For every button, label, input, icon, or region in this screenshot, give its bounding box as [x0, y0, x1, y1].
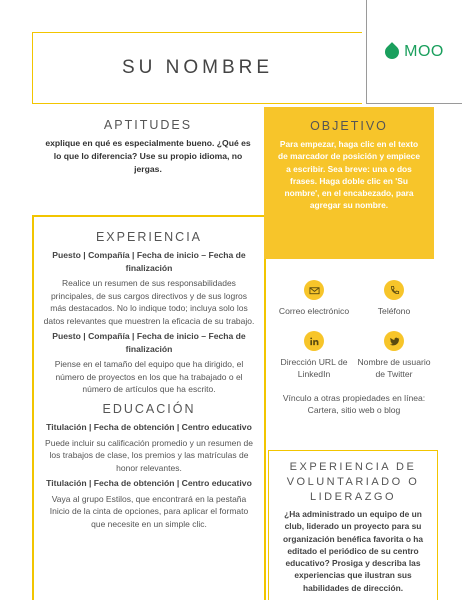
online-links[interactable]: Vínculo a otras propiedades en línea: Cartera, sitio web o blog [282, 393, 426, 415]
contact-email [274, 280, 354, 317]
volunteer-section [276, 460, 430, 594]
contact-twitter [354, 331, 434, 380]
degree-description[interactable]: Puede incluir su calificación promedio y un resumen de los trabajos de clase, los premios y las matrículas de honor relevantes. [45, 437, 253, 473]
email-label[interactable]: Correo electrónico [278, 306, 350, 316]
degree-description[interactable]: Vaya al grupo Estilos, que encontrará en la pestaña Inicio de la cinta de opciones, para aplicar el formato que necesite en un simple clic. [49, 493, 249, 529]
divider-line [32, 215, 264, 217]
experience-section [42, 230, 256, 399]
contact-linkedin [274, 331, 354, 380]
name-header [32, 32, 362, 104]
objective-section [264, 107, 434, 259]
phone-icon [384, 280, 404, 300]
name-title[interactable]: SU NOMBRE [121, 57, 274, 78]
aptitudes-heading[interactable]: APTITUDES [103, 118, 193, 132]
job-description[interactable]: Piense en el tamaño del equipo que ha dirigido, el número de proyectos en los que ha trabajado o el número de artículos que ha escrito. [54, 359, 244, 394]
aptitudes-text[interactable]: explique en qué es especialmente bueno. ¿Qué es lo que lo diferencia? Use su propio idioma, no jergas. [45, 138, 251, 174]
email-icon [304, 280, 324, 300]
linkedin-label[interactable]: Dirección URL de LinkedIn [280, 357, 348, 379]
twitter-label[interactable]: Nombre de usuario de Twitter [357, 357, 431, 379]
linkedin-icon [304, 331, 324, 351]
moo-logo-text: MOO [404, 42, 444, 60]
divider-line [32, 215, 34, 600]
phone-label[interactable]: Teléfono [377, 306, 411, 316]
aptitudes-section [42, 118, 254, 176]
volunteer-heading[interactable]: EXPERIENCIA DE VOLUNTARIADO O LIDERAZGO [286, 461, 420, 503]
contact-section [274, 280, 434, 416]
moo-drop-icon [382, 42, 402, 62]
objective-heading[interactable]: OBJETIVO [310, 119, 388, 133]
volunteer-text[interactable]: ¿Ha administrado un equipo de un club, liderado un proyecto para su organización benéfica favorita o ha editado el periódico de su centro educativo? Prosiga y describa las experiencias que ilustran sus habilidades de dirección. [282, 509, 424, 593]
job-description[interactable]: Realice un resumen de sus responsabilidades principales, de sus cargos directivos y de sus logros más destacados. No lo indique todo; incluya solo los datos relevantes que muestren la eficacia de su trabajo. [43, 278, 255, 326]
job-title[interactable]: Puesto | Compañía | Fecha de inicio – Fecha de finalización [52, 331, 246, 354]
twitter-icon [384, 331, 404, 351]
education-section [42, 402, 256, 533]
job-title[interactable]: Puesto | Compañía | Fecha de inicio – Fecha de finalización [52, 250, 246, 273]
moo-logo [366, 0, 462, 104]
education-heading[interactable]: EDUCACIÓN [102, 402, 196, 416]
contact-phone [354, 280, 434, 317]
experience-heading[interactable]: EXPERIENCIA [95, 230, 203, 244]
objective-text[interactable]: Para empezar, haga clic en el texto de marcador de posición y empiece a escribir. Sea breve: una o dos frases. Haga doble clic en 'Su nombre', en el encabezado, para agregar su nombre. [278, 139, 420, 211]
degree-title[interactable]: Titulación | Fecha de obtención | Centro educativo [46, 422, 252, 432]
degree-title[interactable]: Titulación | Fecha de obtención | Centro educativo [46, 478, 252, 488]
